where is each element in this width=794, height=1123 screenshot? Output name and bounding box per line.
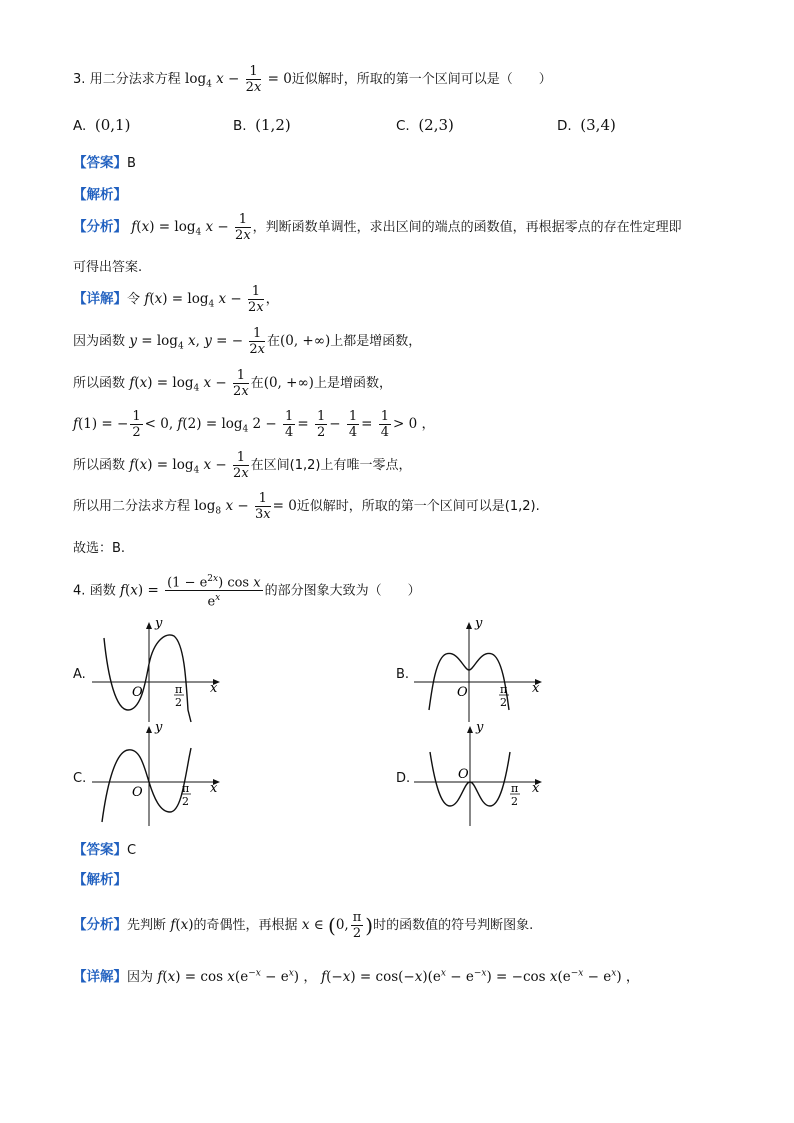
graph-c-tick-den: 2 — [182, 795, 189, 808]
graph-c-origin: O — [132, 785, 143, 800]
q3-analysis-heading: 【解析】 — [73, 187, 127, 203]
q3-detail-6: 所以用二分法求方程 $\log_8 x$ − $\frac{1}{3x}$ = 0近似解时，所取的第一个区间可以是(1,2). — [73, 491, 540, 522]
graph-d-tick-num: π — [511, 782, 519, 795]
graph-b-tick-den: 2 — [500, 696, 507, 709]
graph-b-origin: O — [457, 685, 468, 700]
q4-analysis-heading: 【解析】 — [73, 872, 127, 888]
q3-detail-4: f(1) = − $\frac{1}{2}$ < 0, $f(2) = \log_4 2$ − $\frac{1}{4}$ = $\frac{1}{2}$ − $\frac{1}{4}$ = $\frac{1}{4}$ > 0 ， — [73, 409, 435, 440]
graph-b-label[interactable]: B. — [396, 667, 410, 682]
q4-fenxi: 【分析】先判断 f(x)的奇偶性，再根据 x ∈ (0, $\frac{\pi}{2}$ )时的函数值的符号判断图象. — [73, 910, 534, 941]
graph-c — [92, 722, 232, 830]
graph-b-x-label: x — [532, 681, 540, 696]
graph-d-x-label: x — [532, 781, 540, 796]
graph-a-origin: O — [132, 685, 143, 700]
q3-detail-3: 所以函数 $f(x) = \log_4 x$ − $\frac{1}{2x}$ 在(0, +∞)上是增函数， — [73, 368, 392, 399]
q3-option-c[interactable]: C. (2,3) — [396, 116, 454, 134]
graph-b-y-label: y — [475, 618, 483, 631]
graph-d — [414, 722, 554, 830]
q4-answer: 【答案】C — [73, 842, 137, 858]
graph-a-tick-num: π — [175, 683, 183, 696]
graph-b-tick-num: π — [500, 683, 508, 696]
graph-c-tick-num: π — [182, 782, 190, 795]
q3-conclusion: 故选：B. — [73, 541, 126, 556]
graph-d-origin: O — [458, 767, 469, 782]
graph-a — [92, 618, 232, 726]
q3-stem: 3. 用二分法求方程 $\log_4 x$ − $\frac{1}{2x}$ = 0近似解时，所取的第一个区间可以是（ ） — [73, 64, 552, 95]
graph-a-y-label: y — [155, 618, 163, 631]
graph-c-label[interactable]: C. — [73, 771, 87, 786]
q3-fenxi-cont: 可得出答案. — [73, 260, 143, 275]
q4-detail: 【详解】因为 $f(x) = \cos x(e^{-x} - e^x)$ ， $f(-x) = \cos(-x)(e^x - e^{-x}) = -\cos$ $x(e^{-x} - e^x)$ ， — [73, 968, 640, 985]
q3-detail-5: 所以函数 $f(x) = \log_4 x$ − $\frac{1}{2x}$ 在区间(1,2)上有唯一零点， — [73, 450, 412, 481]
graph-b — [414, 618, 554, 726]
graph-d-y-label: y — [476, 722, 484, 735]
q3-option-b[interactable]: B. (1,2) — [233, 116, 291, 134]
graph-d-label[interactable]: D. — [396, 771, 411, 786]
q3-fenxi: 【分析】 $f(x) = \log_4 x$ − $\frac{1}{2x}$ ，判断函数单调性，求出区间的端点的函数值，再根据零点的存在性定理即 — [73, 212, 682, 243]
q3-detail-2: 因为函数 $y = \log_4 x$, y = − $\frac{1}{2x}$ 在(0, +∞)上都是增函数， — [73, 326, 422, 357]
graph-a-label[interactable]: A. — [73, 667, 86, 682]
q4-stem: 4. 函数 f(x) = $\frac{(1 - e^{2x}) \cos x}{e^x}$ 的部分图象大致为（ ） — [73, 574, 421, 610]
graph-d-tick-den: 2 — [511, 795, 518, 808]
graph-c-y-label: y — [155, 722, 163, 735]
q3-number: 3. — [73, 72, 86, 87]
q3-option-a[interactable]: A. (0,1) — [73, 116, 131, 134]
graph-a-tick-den: 2 — [175, 696, 182, 709]
q3-answer: 【答案】B — [73, 155, 136, 171]
q3-option-d[interactable]: D. (3,4) — [557, 116, 616, 134]
graph-a-x-label: x — [210, 681, 218, 696]
graph-c-x-label: x — [210, 781, 218, 796]
q3-detail-1: 【详解】令 $f(x) = \log_4 x$ − $\frac{1}{2x}$ ， — [73, 284, 280, 315]
